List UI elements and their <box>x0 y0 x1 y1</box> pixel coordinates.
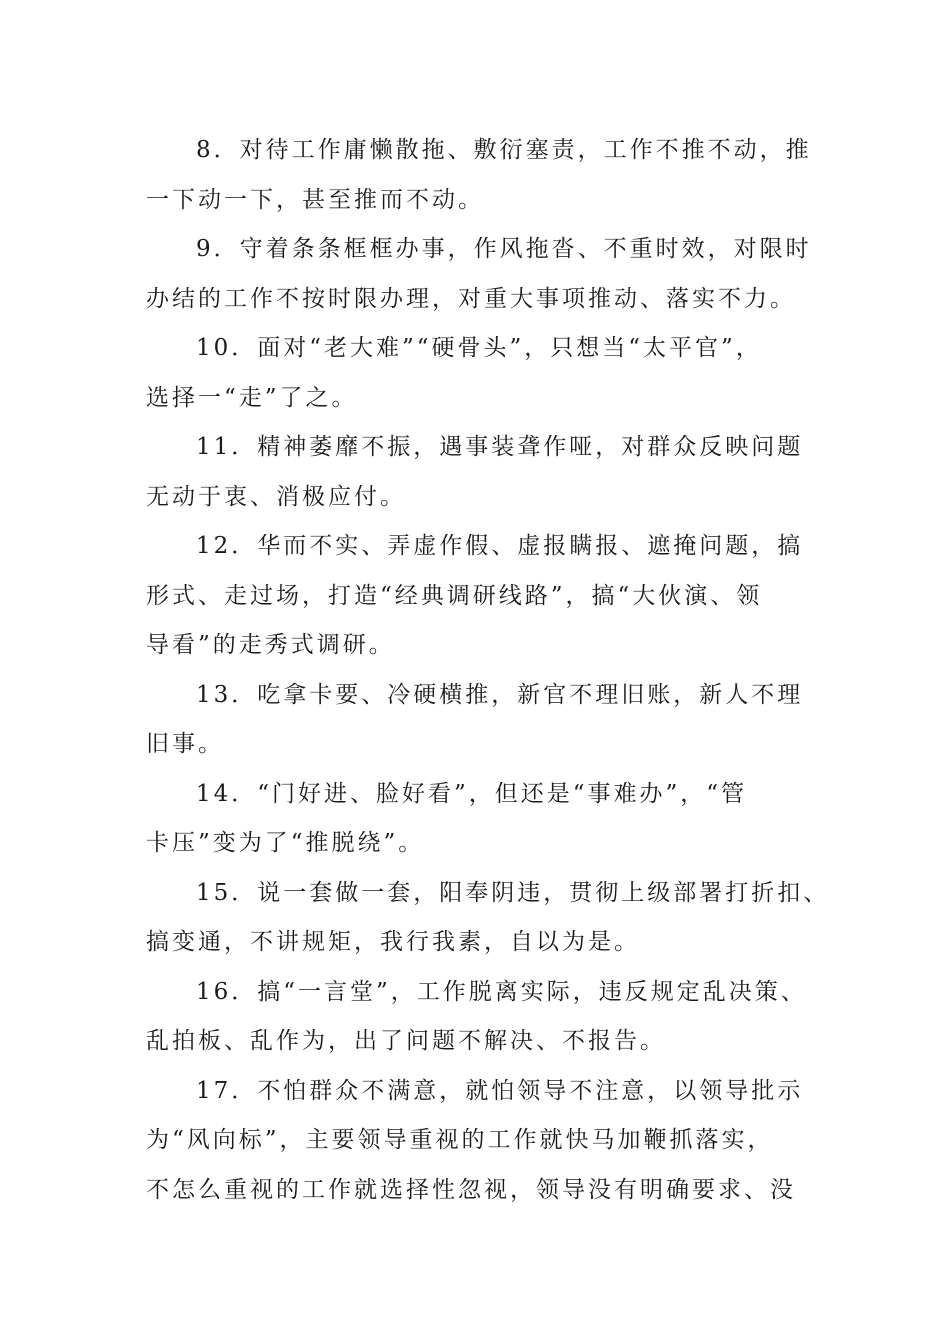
paragraph-16 <box>146 968 832 1067</box>
paragraph-9 <box>146 225 832 324</box>
paragraph-10 <box>146 324 832 423</box>
text-line: 旧事。 <box>146 731 224 757</box>
text-line: 12．华而不实、弄虚作假、虚报瞒报、遮掩问题，搞 <box>196 533 804 559</box>
text-line: 17．不怕群众不满意，就怕领导不注意，以领导批示 <box>196 1077 804 1104</box>
paragraph-13 <box>146 671 832 770</box>
text-line: 搞变通，不讲规矩，我行我素，自以为是。 <box>146 929 640 955</box>
text-line: 15．说一套做一套，阳奉阴违，贯彻上级部署打折扣、 <box>196 879 830 906</box>
document-body <box>146 126 832 1215</box>
paragraph-14 <box>146 770 832 869</box>
text-line: 为“风向标”，主要领导重视的工作就快马加鞭抓落实， <box>146 1127 774 1153</box>
text-line: 办结的工作不按时限办理，对重大事项推动、落实不力。 <box>146 285 796 312</box>
text-line: 9．守着条条框框办事，作风拖沓、不重时效，对限时 <box>196 236 812 262</box>
text-line: 卡压”变为了“推脱绕”。 <box>146 830 425 856</box>
text-line: 导看”的走秀式调研。 <box>146 632 395 658</box>
text-line: 10．面对“老大难”“硬骨头”，只想当“太平官”， <box>196 335 762 361</box>
text-line: 14．“门好进、脸好看”，但还是“事难办”，“管 <box>196 780 748 807</box>
paragraph-17 <box>146 1067 832 1216</box>
paragraph-8 <box>146 126 832 225</box>
text-line: 无动于衷、消极应付。 <box>146 483 406 510</box>
text-line: 乱拍板、乱作为，出了问题不解决、不报告。 <box>146 1028 666 1054</box>
paragraph-12 <box>146 522 832 671</box>
text-line: 不怎么重视的工作就选择性忽视，领导没有明确要求、没 <box>146 1176 796 1203</box>
paragraph-11 <box>146 423 832 522</box>
text-line: 形式、走过场，打造“经典调研线路”，搞“大伙演、领 <box>146 582 763 609</box>
text-line: 16．搞“一言堂”，工作脱离实际，违反规定乱决策、 <box>196 978 807 1005</box>
text-line: 8．对待工作庸懒散拖、敷衍塞责，工作不推不动，推 <box>196 137 812 163</box>
text-line: 一下动一下，甚至推而不动。 <box>146 186 484 213</box>
paragraph-15 <box>146 869 832 968</box>
text-line: 11．精神萎靡不振，遇事装聋作哑，对群众反映问题 <box>196 434 804 460</box>
text-line: 13．吃拿卡要、冷硬横推，新官不理旧账，新人不理 <box>196 681 804 708</box>
text-line: 选择一“走”了之。 <box>146 384 358 411</box>
